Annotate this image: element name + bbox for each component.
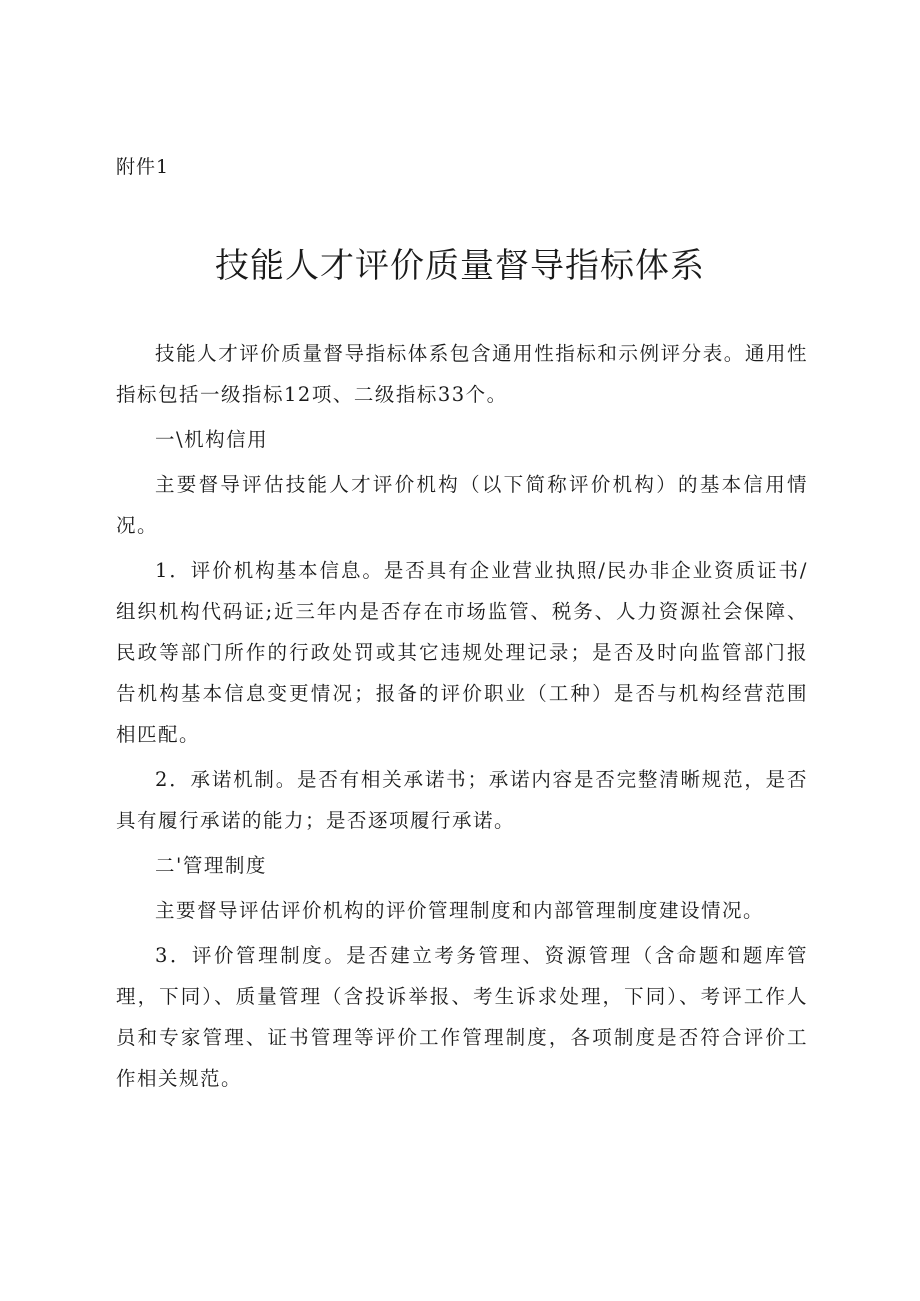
section-intro-management: 主要督导评估评价机构的评价管理制度和内部管理制度建设情况。 (155, 899, 765, 922)
document-title: 技能人才评价质量督导指标体系 (215, 246, 705, 286)
item-2-paragraph: 2．承诺机制。是否有相关承诺书；承诺内容是否完整清晰规范，是否具有履行承诺的能力；是否逐项履行承诺。 (116, 768, 808, 832)
section-heading-credit: 一\机构信用 (155, 428, 269, 451)
item-3-paragraph: 3．评价管理制度。是否建立考务管理、资源管理（含命题和题库管理，下同）、质量管理（含投诉举报、考生诉求处理，下同）、考评工作人员和专家管理、证书管理等评价工作管理制度，各项制度是否符合评价工作相关规范。 (116, 944, 808, 1090)
intro-paragraph: 技能人才评价质量督导指标体系包含通用性指标和示例评分表。通用性指标包括一级指标12项、二级指标33个。 (116, 342, 808, 406)
section-intro-credit: 主要督导评估技能人才评价机构（以下简称评价机构）的基本信用情况。 (116, 473, 808, 537)
document-body (116, 333, 808, 1103)
section-heading-management: 二'管理制度 (155, 854, 267, 877)
item-1-paragraph: 1．评价机构基本信息。是否具有企业营业执照/民办非企业资质证书/组织机构代码证;近三年内是否存在市场监管、税务、人力资源社会保障、民政等部门所作的行政处罚或其它违规处理记录；是否及时向监管部门报告机构基本信息变更情况；报备的评价职业（工种）是否与机构经营范围相匹配。 (116, 559, 808, 746)
attachment-label: 附件1 (116, 156, 170, 178)
